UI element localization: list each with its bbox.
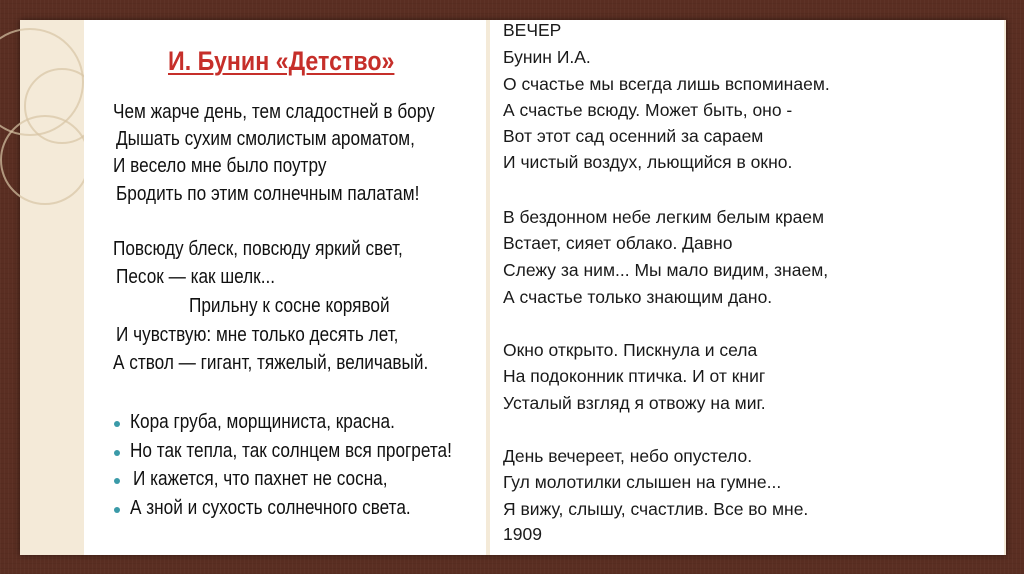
poem-line: Повсюду блеск, повсюду яркий свет,: [113, 238, 403, 260]
bullet-poem-line: И кажется, что пахнет не сосна,: [133, 468, 388, 490]
poem-line: Окно открыто. Пискнула и села: [503, 340, 758, 360]
bullet-poem-line: Но так тепла, так солнцем вся прогрета!: [130, 440, 452, 462]
poem-title-vecher: ВЕЧЕР: [503, 20, 562, 40]
poem-line: На подоконник птичка. И от книг: [503, 366, 766, 386]
poem-line: Встает, сияет облако. Давно: [503, 233, 733, 253]
poem-line: Гул молотилки слышен на гумне...: [503, 472, 782, 492]
poem-line: И весело мне было поутру: [113, 155, 327, 177]
poem-line: И чувствую: мне только десять лет,: [116, 324, 399, 346]
bullet-poem-line: Кора груба, морщиниста, красна.: [130, 411, 395, 433]
poem-title-detstvo: И. Бунин «Детство»: [168, 46, 395, 76]
poem-line: И чистый воздух, льющийся в окно.: [503, 152, 793, 172]
poem-line: Дышать сухим смолистым ароматом,: [116, 128, 415, 150]
poem-line: Бродить по этим солнечным палатам!: [116, 183, 420, 205]
poem-line: В бездонном небе легким белым краем: [503, 207, 825, 227]
decorative-circle: [0, 115, 90, 205]
poem-author: Бунин И.А.: [503, 47, 591, 67]
bullet-dot-icon: [114, 478, 120, 484]
poem-line: День вечереет, небо опустело.: [503, 446, 753, 466]
poem-line: О счастье мы всегда лишь вспоминаем.: [503, 74, 830, 94]
poem-line: Прильну к сосне корявой: [189, 295, 390, 317]
poem-line: А ствол — гигант, тяжелый, величавый.: [113, 352, 429, 374]
bullet-dot-icon: [114, 450, 120, 456]
bullet-dot-icon: [114, 507, 120, 513]
poem-line: Слежу за ним... Мы мало видим, знаем,: [503, 260, 829, 280]
poem-line: Я вижу, слышу, счастлив. Все во мне.: [503, 499, 809, 519]
bullet-dot-icon: [114, 421, 120, 427]
poem-year: 1909: [503, 524, 542, 544]
bullet-poem-line: А зной и сухость солнечного света.: [130, 497, 411, 519]
poem-line: Вот этот сад осенний за сараем: [503, 126, 764, 146]
poem-line: А счастье всюду. Может быть, оно -: [503, 100, 793, 120]
poem-line: А счастье только знающим дано.: [503, 287, 773, 307]
poem-line: Усталый взгляд я отвожу на миг.: [503, 393, 766, 413]
poem-line: Чем жарче день, тем сладостней в бору: [113, 101, 435, 123]
poem-line: Песок — как шелк...: [116, 266, 276, 288]
